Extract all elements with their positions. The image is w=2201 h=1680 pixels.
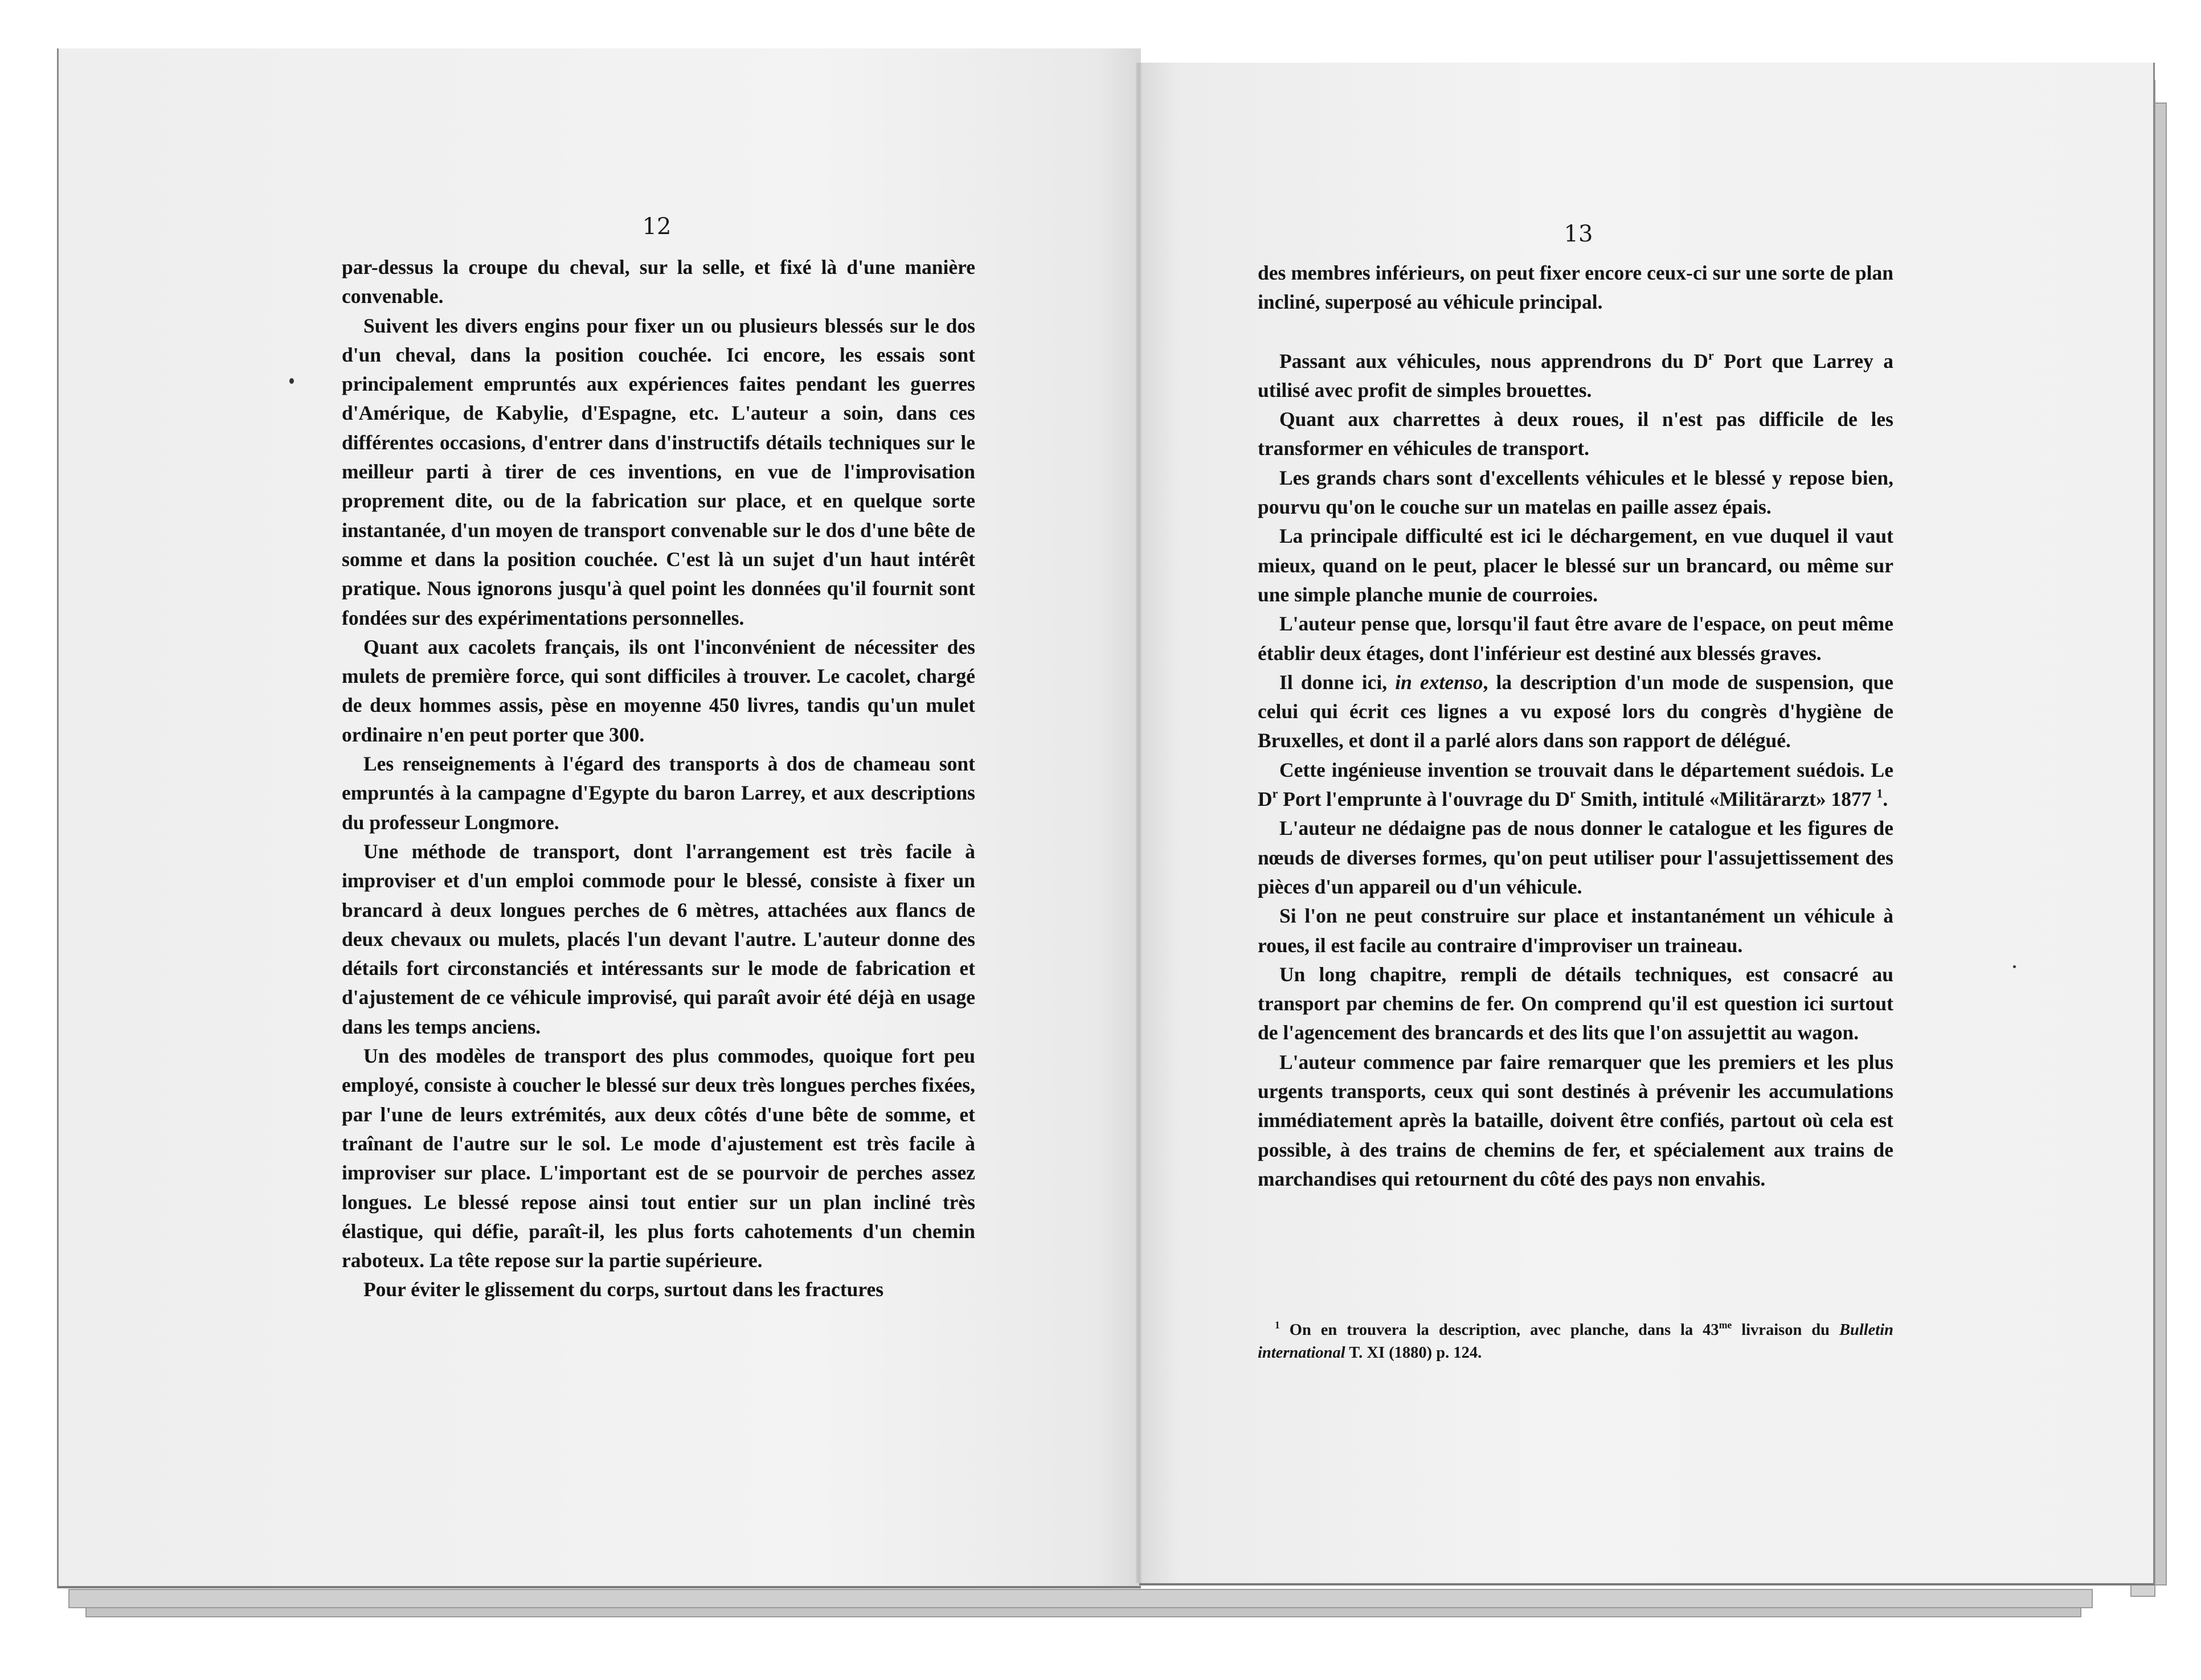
paragraph: L'auteur commence par faire remarquer que les premiers et les plus urgents transports, ceux qui sont destinés à prévenir les accumulations immédiatement après la bataille, doivent être confiés, partout où cela est possible, à des trains de chemins de fer, et spécialement aux trains de marchandises qui retournent du côté des pays non envahis. — [1258, 1050, 1893, 1190]
book-gutter — [1136, 63, 1142, 1583]
footnote-marker: 1 — [1876, 786, 1883, 801]
paragraph: Un long chapitre, rempli de détails techniques, est consacré au transport par chemins de fer. On comprend qu'il est question ici surtout de l'agencement des brancards et des lits que l'on assujettit au wagon. — [1258, 962, 1893, 1044]
ink-speck — [289, 378, 294, 384]
paragraph: Pour éviter le glissement du corps, surtout dans les fractures — [363, 1278, 884, 1301]
superscript: r — [1272, 786, 1278, 801]
ink-speck — [2013, 965, 2016, 968]
paragraph: La principale difficulté est ici le déchargement, en vue duquel il vaut mieux, quand on le peut, placer le blessé sur un brancard, ou même sur une simple planche munie de courroies. — [1258, 525, 1893, 606]
paragraph: Quant aux charrettes à deux roues, il n'est pas difficile de les transformer en véhicules de transport. — [1258, 408, 1893, 460]
paragraph: L'auteur pense que, lorsqu'il faut être avare de l'espace, on peut même établir deux étages, dont l'inférieur est destiné aux blessés graves. — [1258, 612, 1893, 665]
paragraph: Il donne ici, in extenso, la description d'un mode de suspension, que celui qui écrit ces lignes a vu exposé lors du congrès d'hygiène de Bruxelles, et dont il a parlé alors dans son rapport de délégué. — [1258, 670, 1893, 752]
footnote-marker: 1 — [1275, 1319, 1280, 1331]
page-number-left: 12 — [642, 214, 672, 240]
footnote: $^1$ On en trouvera la description, avec planche, dans la $43^{me}$ livraison du Bulletin international T. XI (1880) p. 124. — [1258, 1319, 1893, 1362]
superscript: me — [1719, 1319, 1732, 1331]
page-number-right: 13 — [1564, 221, 1593, 247]
paragraph-gap — [1258, 317, 1893, 347]
paragraph: Suivent les divers engins pour fixer un ou plusieurs blessés sur le dos d'un cheval, dans la position couchée. Ici encore, les essais sont principalement empruntés aux expériences faites pendant les guerres d'Amérique, de Kabylie, d'Espagne, etc. L'auteur a soin, dans ces différentes occasions, d'entrer dans d'instructifs détails techniques sur le meilleur parti à tirer de ces inventions, en vue de l'improvisation proprement dite, ou de la fabrication sur place, et en quelque sorte instantanée, d'un moyen de transport convenable sur le dos d'une bête de somme et dans la position couchée. C'est là un sujet d'un haut intérêt pratique. Nous ignorons jusqu'à quel point les données qu'il fournit sont fondées sur des expérimentations personnelles. — [342, 314, 975, 629]
superscript: r — [1708, 348, 1714, 363]
right-page-text — [1258, 259, 1893, 1194]
paragraph: par-dessus la croupe du cheval, sur la selle, et fixé là d'une manière convenable. — [342, 256, 975, 308]
paragraph: Les renseignements à l'égard des transports à dos de chameau sont empruntés à la campagne d'Egypte du baron Larrey, et aux descriptions du professeur Longmore. — [342, 752, 975, 834]
left-page-text — [342, 253, 975, 1305]
italic-text: in extenso — [1395, 670, 1483, 694]
paragraph: Passant aux véhicules, nous apprendrons du $D^r$ Port que Larrey a utilisé avec profit de simples brouettes. — [1258, 348, 1893, 401]
paragraph: Si l'on ne peut construire sur place et instantanément un véhicule à roues, il est facile au contraire d'improviser un traineau. — [1258, 904, 1893, 957]
paragraph: Un des modèles de transport des plus commodes, quoique fort peu employé, consiste à coucher le blessé sur deux très longues perches fixées, par l'une de leurs extrémités, aux deux côtés d'une bête de somme, et traînant de l'autre sur le sol. Le mode d'ajustement est très facile à improviser sur place. L'important est de se pourvoir de perches assez longues. Le blessé repose ainsi tout entier sur un plan incliné très élastique, qui défie, paraît-il, les plus forts cahotements d'un chemin raboteux. La tête repose sur la partie supérieure. — [342, 1044, 975, 1272]
paragraph: Une méthode de transport, dont l'arrangement est très facile à improviser et d'un emploi commode pour le blessé, consiste à fixer un brancard à deux longues perches de 6 mètres, attachées aux flancs de deux chevaux ou mulets, placés l'un devant l'autre. L'auteur donne des détails fort circonstanciés et intéressants sur le mode de fabrication et d'ajustement de ce véhicule improvisé, qui paraît avoir été déjà en usage dans les temps anciens. — [342, 839, 975, 1038]
paragraph: L'auteur ne dédaigne pas de nous donner le catalogue et les figures de nœuds de diverses formes, qu'on peut utiliser pour l'assujettissement des pièces d'un appareil ou d'un véhicule. — [1258, 817, 1893, 898]
paragraph: Les grands chars sont d'excellents véhicules et le blessé y repose bien, pourvu qu'on le couche sur un matelas en paille assez épais. — [1258, 466, 1893, 519]
paragraph: des membres inférieurs, on peut fixer encore ceux-ci sur une sorte de plan incliné, superposé au véhicule principal. — [1258, 261, 1893, 314]
paragraph: Quant aux cacolets français, ils ont l'inconvénient de nécessiter des mulets de première force, qui sont difficiles à trouver. Le cacolet, chargé de deux hommes assis, pèse en moyenne 450 livres, tandis qu'un mulet ordinaire n'en peut porter que 300. — [342, 635, 975, 746]
superscript: r — [1570, 786, 1576, 801]
paragraph: Cette ingénieuse invention se trouvait dans le département suédois. Le $D^r$ Port l'emprunte à l'ouvrage du $D^r$ Smith, intitulé «Militärarzt» 1877 $^1$. — [1258, 758, 1893, 811]
italic-text: Bulletin international — [1258, 1321, 1893, 1362]
page-stack-edge — [68, 1589, 2093, 1608]
